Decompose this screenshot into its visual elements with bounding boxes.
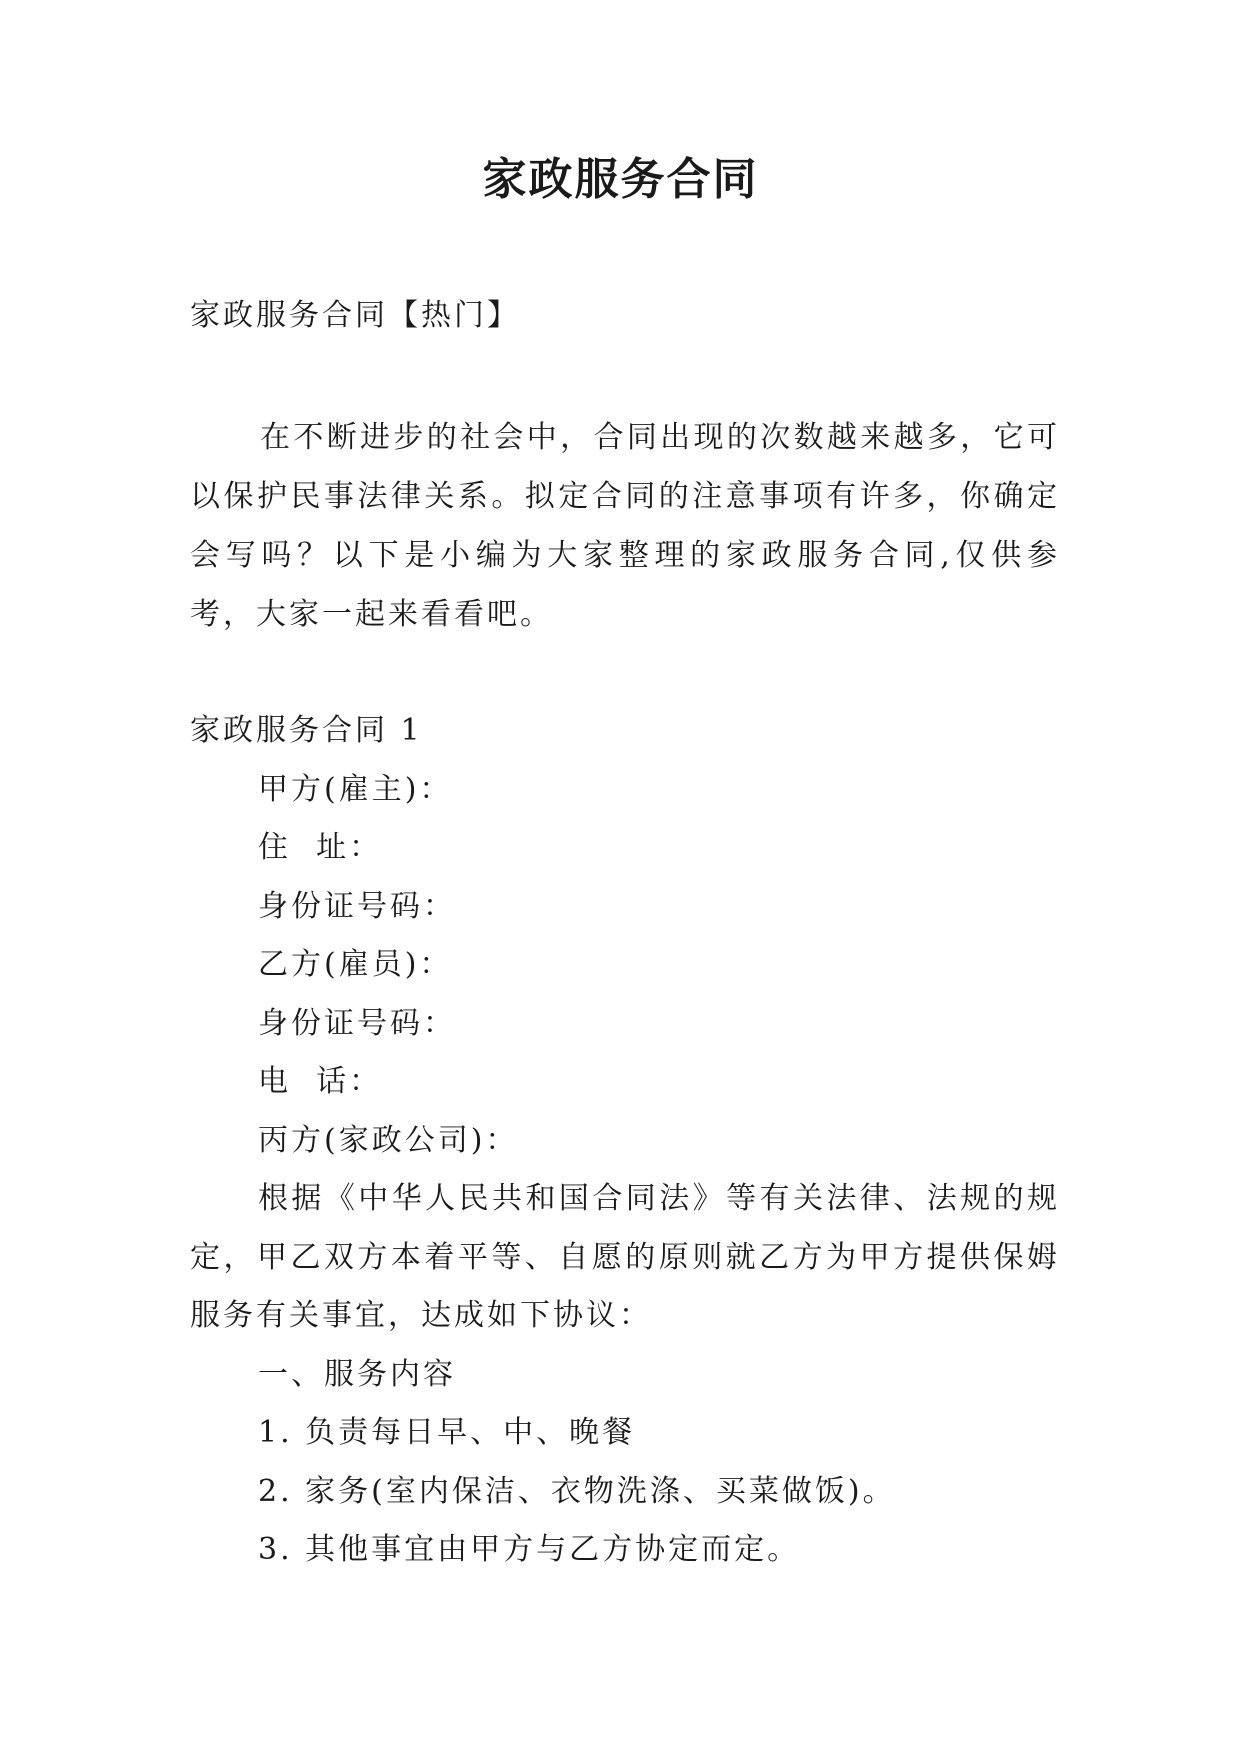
id-number-b-field: 身份证号码： <box>258 1005 456 1041</box>
party-a-field: 甲方(雇主)： <box>258 771 453 807</box>
document-title: 家政服务合同 <box>482 154 759 205</box>
intro-paragraph: 在不断进步的社会中，合同出现的次数越来越多，它可以保护民事法律关系。拟定合同的注意事项有许多，你确定会写吗？以下是小编为大家整理的家政服务合同,仅供参考，大家一起来看看吧。 <box>190 420 1060 632</box>
section-one-title: 一、服务内容 <box>258 1356 456 1392</box>
contract-section <box>190 702 1060 1580</box>
address-field: 住 址： <box>258 830 383 865</box>
contract-heading: 家政服务合同 1 <box>190 713 423 748</box>
service-item: 1. 负责每日早、中、晚餐 <box>258 1415 636 1450</box>
phone-field: 电 话： <box>258 1064 383 1099</box>
party-c-field: 丙方(家政公司)： <box>258 1122 519 1158</box>
party-b-field: 乙方(雇员)： <box>258 947 453 982</box>
service-item: 2. 家务(室内保洁、衣物洗涤、买菜做饭)。 <box>258 1473 896 1509</box>
id-number-a-field: 身份证号码： <box>258 888 456 924</box>
service-item: 3. 其他事宜由甲方与乙方协定而定。 <box>258 1532 801 1567</box>
document-subtitle: 家政服务合同【热门】 <box>190 298 520 333</box>
preamble-paragraph: 根据《中华人民共和国合同法》等有关法律、法规的规定，甲乙双方本着平等、自愿的原则就乙方为甲方提供保姆服务有关事宜，达成如下协议： <box>190 1181 1060 1333</box>
